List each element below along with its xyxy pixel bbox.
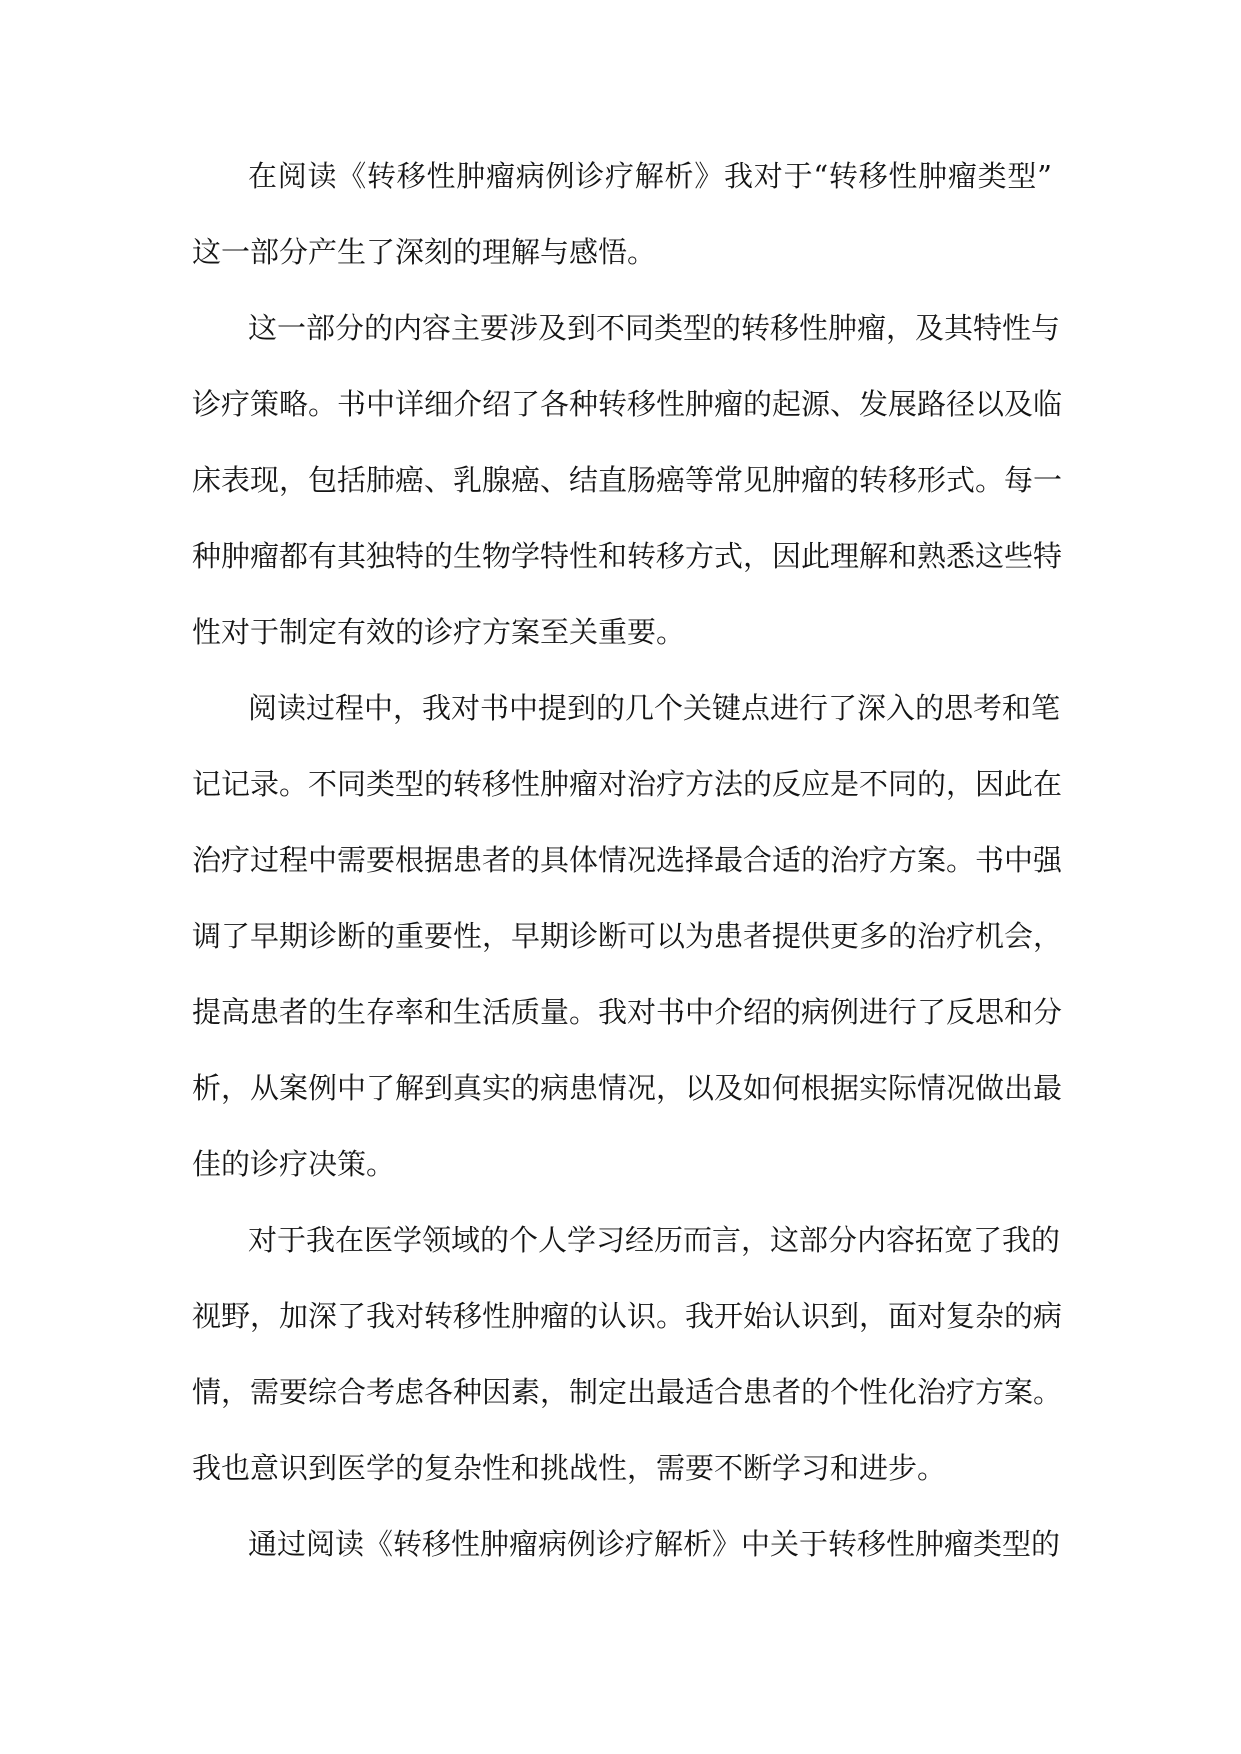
text-line: 佳的诊疗决策。 — [192, 1147, 396, 1181]
document-body — [192, 138, 1063, 1582]
text-line: 阅读过程中，我对书中提到的几个关键点进行了深入的思考和笔 — [248, 691, 1061, 725]
text-line: 情，需要综合考虑各种因素，制定出最适合患者的个性化治疗方案。 — [192, 1375, 1063, 1409]
text-line: 视野，加深了我对转移性肿瘤的认识。我开始认识到，面对复杂的病 — [192, 1299, 1063, 1333]
text-line: 在阅读《转移性肿瘤病例诊疗解析》我对于“转移性肿瘤类型” — [248, 159, 1052, 193]
text-line: 通过阅读《转移性肿瘤病例诊疗解析》中关于转移性肿瘤类型的 — [248, 1527, 1061, 1561]
text-line: 提高患者的生存率和生活质量。我对书中介绍的病例进行了反思和分 — [192, 995, 1063, 1029]
paragraph — [192, 138, 1052, 290]
paragraph — [192, 670, 1063, 1202]
text-line: 我也意识到医学的复杂性和挑战性，需要不断学习和进步。 — [192, 1451, 947, 1485]
text-line: 种肿瘤都有其独特的生物学特性和转移方式，因此理解和熟悉这些特 — [192, 539, 1063, 573]
paragraph — [192, 1506, 1061, 1582]
text-line: 对于我在医学领域的个人学习经历而言，这部分内容拓宽了我的 — [248, 1223, 1061, 1257]
text-line: 治疗过程中需要根据患者的具体情况选择最合适的治疗方案。书中强 — [192, 843, 1063, 877]
text-line: 诊疗策略。书中详细介绍了各种转移性肿瘤的起源、发展路径以及临 — [192, 387, 1063, 421]
text-line: 调了早期诊断的重要性，早期诊断可以为患者提供更多的治疗机会， — [192, 919, 1063, 953]
text-line: 性对于制定有效的诊疗方案至关重要。 — [192, 615, 686, 649]
text-line: 析，从案例中了解到真实的病患情况，以及如何根据实际情况做出最 — [192, 1071, 1063, 1105]
text-line: 这一部分的内容主要涉及到不同类型的转移性肿瘤，及其特性与 — [248, 311, 1061, 345]
text-line: 床表现，包括肺癌、乳腺癌、结直肠癌等常见肿瘤的转移形式。每一 — [192, 463, 1063, 497]
paragraph — [192, 1202, 1063, 1506]
paragraph — [192, 290, 1063, 670]
text-line: 这一部分产生了深刻的理解与感悟。 — [192, 235, 657, 269]
text-line: 记记录。不同类型的转移性肿瘤对治疗方法的反应是不同的，因此在 — [192, 767, 1063, 801]
